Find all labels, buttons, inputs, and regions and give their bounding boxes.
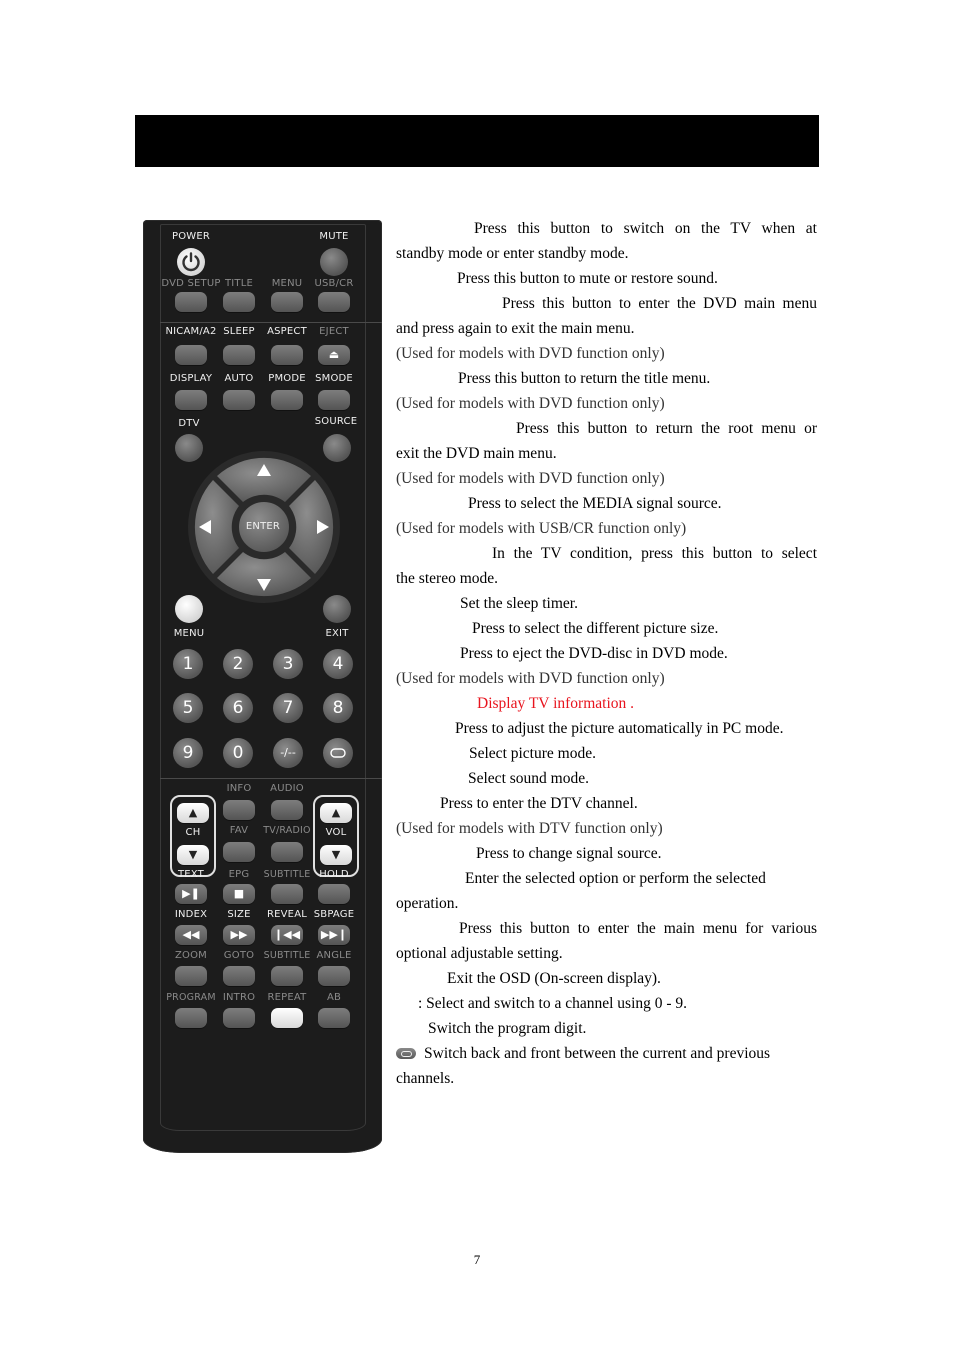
size-button[interactable] (223, 925, 255, 945)
intro-label: INTRO (222, 992, 256, 1003)
description-text: Press to eject the DVD-disc in DVD mode. (460, 645, 728, 662)
fav-label: FAV (229, 825, 249, 836)
description-text: Press this button to enter the DVD main menu (502, 295, 817, 312)
tv-radio-button[interactable] (271, 842, 303, 862)
description-text: standby mode or enter standby mode. (396, 245, 629, 262)
description-line (396, 1016, 817, 1041)
info-label: INFO (226, 783, 252, 794)
reveal-button[interactable] (271, 925, 303, 945)
repeat-button[interactable] (271, 1008, 303, 1028)
number-0-button[interactable]: 0 (223, 738, 253, 768)
description-text: (Used for models with DVD function only) (396, 470, 665, 487)
swap-icon (323, 738, 353, 768)
description-line (396, 716, 817, 741)
vol-label: VOL (325, 827, 347, 838)
dvd-setup-label: DVD SETUP (161, 278, 221, 289)
aspect-button[interactable] (271, 345, 303, 365)
hold-label: HOLD (319, 869, 349, 880)
power-icon (177, 248, 205, 276)
description-text: Press to enter the DTV channel. (440, 795, 638, 812)
sleep-button[interactable] (223, 345, 255, 365)
description-text: (Used for models with DVD function only) (396, 345, 665, 362)
previous-icon: ❙◀◀ (273, 928, 301, 941)
description-line (396, 266, 817, 291)
sbpage-label: SBPAGE (313, 909, 355, 920)
description-text: Press this button to enter the main menu for various (459, 920, 817, 937)
remote-divider (160, 322, 382, 323)
title-label: TITLE (224, 278, 254, 289)
digit-switch-button[interactable]: -/-- (273, 738, 303, 768)
description-line (396, 691, 817, 716)
description-line (396, 416, 817, 441)
description-text: Set the sleep timer. (460, 595, 578, 612)
ab-label: AB (326, 992, 342, 1003)
smode-label: SMODE (315, 373, 353, 384)
up-arrow-icon: ▲ (188, 806, 198, 819)
up-arrow-icon: ▲ (331, 806, 341, 819)
down-arrow-icon: ▼ (188, 848, 198, 861)
description-text: Press this button to switch on the TV when at (474, 220, 817, 237)
description-line (396, 991, 817, 1016)
subtitle-label: SUBTITLE (263, 869, 311, 880)
eject-button[interactable] (318, 345, 350, 365)
reveal-label: REVEAL (266, 909, 308, 920)
description-line (396, 766, 817, 791)
description-line (396, 916, 817, 941)
description-line (396, 616, 817, 641)
play-pause-icon: ▶❚ (182, 887, 200, 900)
description-line (396, 341, 817, 366)
subtitle-2-label: SUBTITLE (263, 950, 311, 961)
swap-icon (396, 1048, 416, 1059)
angle-label: ANGLE (316, 950, 352, 961)
mute-label: MUTE (319, 231, 349, 242)
title-button[interactable] (223, 292, 255, 312)
description-text: (Used for models with DVD function only) (396, 670, 665, 687)
description-line (396, 841, 817, 866)
number-3-button[interactable]: 3 (273, 649, 303, 679)
description-line (396, 566, 817, 591)
sbpage-button[interactable] (318, 925, 350, 945)
usb-cr-button[interactable] (318, 292, 350, 312)
next-icon: ▶▶❙ (320, 928, 348, 941)
eject-label: EJECT (319, 326, 349, 337)
epg-button[interactable] (223, 884, 255, 904)
hold-button[interactable] (318, 884, 350, 904)
mute-button[interactable] (320, 248, 348, 276)
number-5-button[interactable]: 5 (173, 693, 203, 723)
dvd-menu-button[interactable] (271, 292, 303, 312)
description-text: Display TV information . (477, 695, 634, 712)
channel-rocker (170, 795, 216, 877)
audio-label: AUDIO (270, 783, 304, 794)
zoom-label: ZOOM (174, 950, 208, 961)
angle-button[interactable] (318, 966, 350, 986)
sleep-label: SLEEP (223, 326, 255, 337)
description-text: Enter the selected option or perform the selected (465, 870, 766, 887)
description-text: the stereo mode. (396, 570, 499, 587)
menu-label: MENU (271, 278, 303, 289)
description-line (396, 391, 817, 416)
epg-label: EPG (228, 869, 250, 880)
power-button[interactable] (177, 248, 205, 276)
display-button[interactable] (175, 390, 207, 410)
audio-button[interactable] (271, 800, 303, 820)
intro-button[interactable] (223, 1008, 255, 1028)
index-button[interactable] (175, 925, 207, 945)
repeat-label: REPEAT (267, 992, 307, 1003)
description-line (396, 1041, 817, 1066)
description-line (396, 441, 817, 466)
description-line (396, 741, 817, 766)
auto-label: AUTO (224, 373, 254, 384)
menu-button[interactable] (175, 595, 203, 623)
description-line (396, 866, 817, 891)
size-label: SIZE (227, 909, 251, 920)
power-label: POWER (171, 231, 211, 242)
nicam-label: NICAM/A2 (165, 326, 217, 337)
description-text: Select picture mode. (469, 745, 596, 762)
description-line (396, 366, 817, 391)
ab-button[interactable] (318, 1008, 350, 1028)
description-text: Press this button to mute or restore sound. (457, 270, 718, 287)
pmode-button[interactable] (271, 390, 303, 410)
down-arrow-icon: ▼ (331, 848, 341, 861)
channel-down-button[interactable] (177, 845, 209, 865)
description-text: Press to select the MEDIA signal source. (468, 495, 722, 512)
eject-icon: ⏏ (328, 348, 340, 361)
description-text: (Used for models with USB/CR function only) (396, 520, 687, 537)
auto-button[interactable] (223, 390, 255, 410)
main-menu-label: MENU (173, 628, 205, 639)
description-line (396, 316, 817, 341)
description-text: Press to change signal source. (476, 845, 662, 862)
description-line (396, 966, 817, 991)
program-label: PROGRAM (166, 992, 216, 1003)
number-9-button[interactable]: 9 (173, 738, 203, 768)
number-6-button[interactable]: 6 (223, 693, 253, 723)
description-text: Press to select the different picture size. (472, 620, 719, 637)
number-2-button[interactable]: 2 (223, 649, 253, 679)
dtv-label: DTV (178, 418, 200, 429)
description-text: Select sound mode. (468, 770, 589, 787)
volume-rocker (313, 795, 359, 877)
description-line (396, 241, 817, 266)
section-header-bar (135, 115, 819, 167)
recall-button[interactable] (323, 738, 353, 768)
subtitle-2-button[interactable] (271, 966, 303, 986)
description-text: : Select and switch to a channel using 0 - 9. (418, 995, 688, 1012)
usb-cr-label: USB/CR (314, 278, 354, 289)
text-label: TEXT (177, 869, 204, 880)
dvd-setup-button[interactable] (175, 292, 207, 312)
info-button[interactable] (223, 800, 255, 820)
description-line (396, 516, 817, 541)
fav-button[interactable] (223, 842, 255, 862)
description-line (396, 216, 817, 241)
ch-label: CH (185, 827, 201, 838)
tv-radio-label: TV/RADIO (263, 825, 311, 836)
enter-label: ENTER (245, 521, 281, 532)
exit-button[interactable] (323, 595, 351, 623)
zoom-button[interactable] (175, 966, 207, 986)
description-line (396, 1066, 817, 1091)
channel-up-button[interactable] (177, 803, 209, 823)
page-number: 7 (473, 1252, 481, 1267)
exit-label: EXIT (325, 628, 349, 639)
description-line (396, 641, 817, 666)
description-text: Switch back and front between the current and previous (424, 1045, 771, 1062)
description-text: Press this button to return the title menu. (458, 370, 711, 387)
description-line (396, 941, 817, 966)
number-4-button[interactable]: 4 (323, 649, 353, 679)
description-text: exit the DVD main menu. (396, 445, 557, 462)
description-line (396, 816, 817, 841)
remote-divider (160, 778, 382, 779)
description-text: Press to adjust the picture automatically in PC mode. (455, 720, 784, 737)
source-label: SOURCE (314, 416, 358, 427)
text-button[interactable] (175, 884, 207, 904)
button-descriptions (396, 216, 817, 1091)
description-text: In the TV condition, press this button to select (492, 545, 817, 562)
description-line (396, 591, 817, 616)
aspect-label: ASPECT (267, 326, 307, 337)
subtitle-button[interactable] (271, 884, 303, 904)
description-line (396, 466, 817, 491)
description-line (396, 891, 817, 916)
description-text: and press again to exit the main menu. (396, 320, 635, 337)
goto-button[interactable] (223, 966, 255, 986)
stop-icon: ■ (233, 887, 245, 900)
fast-forward-icon: ▶▶ (230, 928, 248, 941)
number-7-button[interactable]: 7 (273, 693, 303, 723)
description-line (396, 491, 817, 516)
number-1-button[interactable]: 1 (173, 649, 203, 679)
index-label: INDEX (174, 909, 208, 920)
description-text: Switch the program digit. (428, 1020, 587, 1037)
volume-up-button[interactable] (320, 803, 352, 823)
rewind-icon: ◀◀ (182, 928, 200, 941)
description-text: Exit the OSD (On-screen display). (447, 970, 661, 987)
description-line (396, 666, 817, 691)
display-label: DISPLAY (169, 373, 213, 384)
description-text: channels. (396, 1070, 455, 1087)
description-text: optional adjustable setting. (396, 945, 563, 962)
description-text: (Used for models with DVD function only) (396, 395, 665, 412)
goto-label: GOTO (223, 950, 255, 961)
volume-down-button[interactable] (320, 845, 352, 865)
program-button[interactable] (175, 1008, 207, 1028)
description-text: operation. (396, 895, 459, 912)
pmode-label: PMODE (268, 373, 306, 384)
description-line (396, 541, 817, 566)
nicam-button[interactable] (175, 345, 207, 365)
description-line (396, 791, 817, 816)
description-text: Press this button to return the root menu or (516, 420, 817, 437)
smode-button[interactable] (318, 390, 350, 410)
description-text: (Used for models with DTV function only) (396, 820, 663, 837)
number-8-button[interactable]: 8 (323, 693, 353, 723)
description-line (396, 291, 817, 316)
